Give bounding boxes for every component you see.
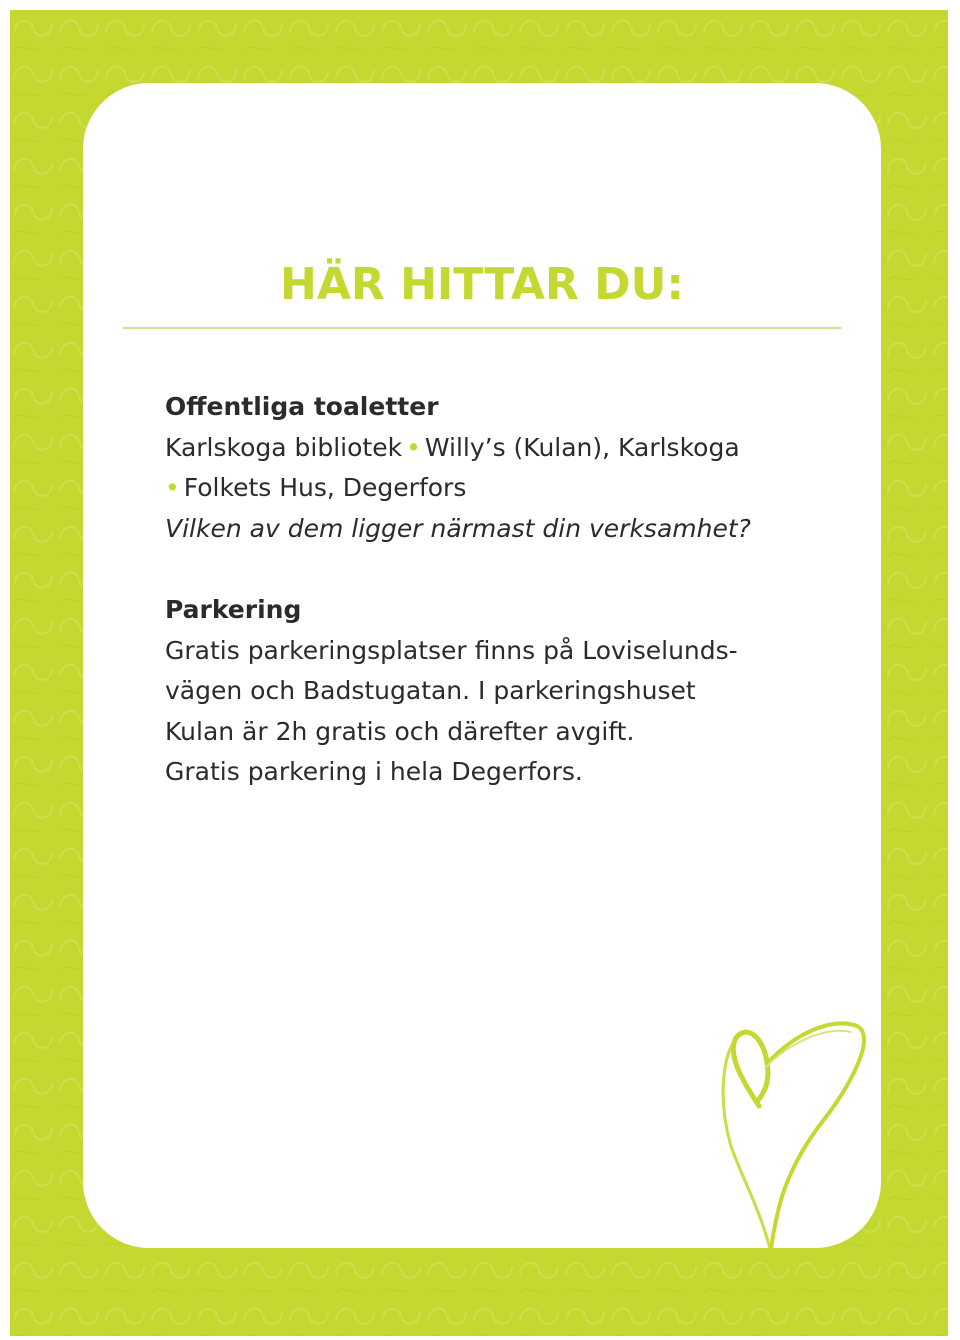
bullet-separator: •: [406, 432, 421, 462]
toilets-title: Offentliga toaletter: [165, 392, 439, 421]
parking-text-line: Gratis parkering i hela Degerfors.: [165, 757, 583, 786]
place-item: Willy’s (Kulan), Karlskoga: [424, 432, 740, 462]
green-frame: [10, 10, 948, 1336]
content-card: [83, 83, 881, 1248]
place-item: Folkets Hus, Degerfors: [183, 473, 467, 502]
title-divider: [123, 327, 841, 329]
toilets-places-line-2: [165, 468, 805, 509]
toilets-section: [165, 387, 805, 549]
bullet-separator: •: [165, 473, 180, 502]
heart-icon: [701, 1016, 871, 1248]
parking-title: Parkering: [165, 595, 302, 624]
parking-text-line: Gratis parkeringsplatser finns på Loviselunds-: [165, 635, 738, 665]
parking-section: [165, 590, 805, 793]
page-title: HÄR HITTAR DU:: [280, 259, 684, 310]
parking-text-line: vägen och Badstugatan. I parkeringshuset: [165, 676, 696, 705]
place-item: Karlskoga bibliotek: [165, 432, 403, 462]
parking-text-line: Kulan är 2h gratis och därefter avgift.: [165, 716, 635, 746]
toilets-places-line-1: [165, 428, 805, 469]
toilets-question: Vilken av dem ligger närmast din verksamhet?: [165, 513, 751, 543]
